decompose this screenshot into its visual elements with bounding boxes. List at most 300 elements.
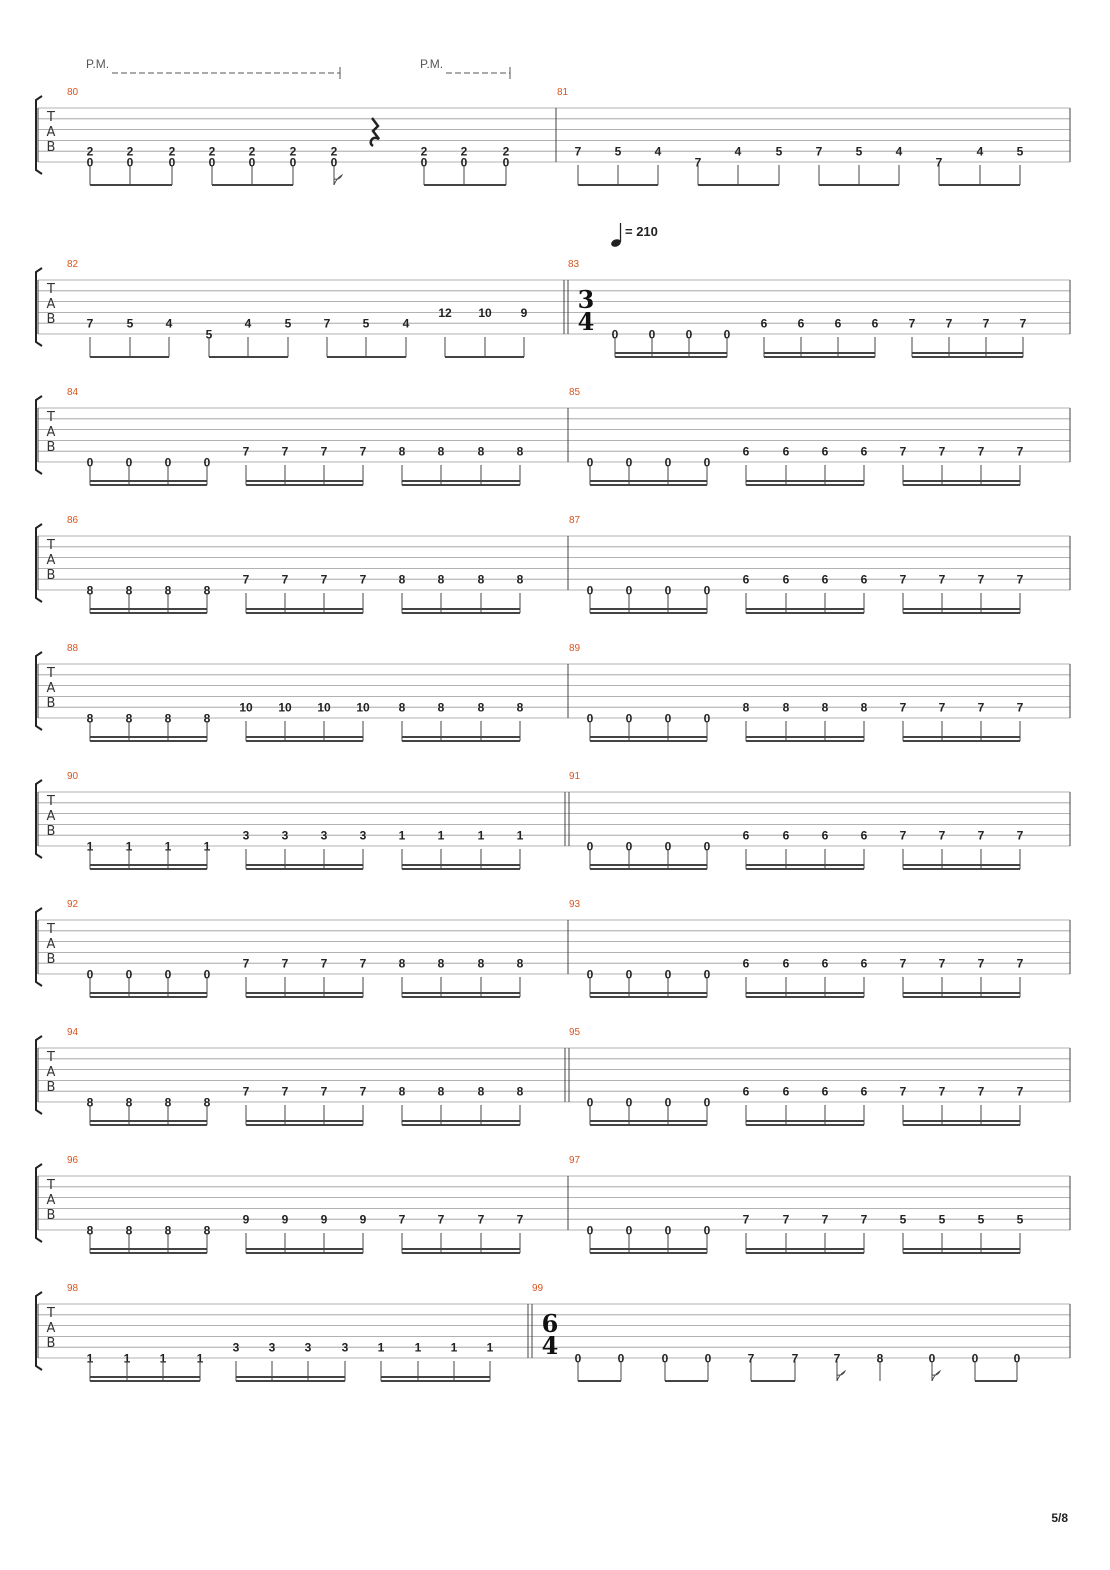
tab-clef-a: A: [46, 125, 56, 140]
tab-clef-t: T: [47, 282, 55, 297]
fret-number: 0: [125, 455, 133, 470]
fret-number: 8: [398, 1084, 406, 1099]
fret-number: 0: [625, 455, 633, 470]
fret-number: 8: [516, 700, 524, 715]
fret-number: 0: [703, 839, 711, 854]
fret-number: 7: [1016, 700, 1024, 715]
tab-clef-b: B: [46, 312, 56, 327]
fret-number: 0: [664, 583, 672, 598]
tab-clef-t: T: [47, 410, 55, 425]
fret-number: 2: [248, 144, 256, 159]
fret-number: 6: [742, 828, 750, 843]
fret-number: 10: [317, 700, 331, 715]
measure-number: 94: [67, 1027, 79, 1038]
fret-number: 0: [86, 155, 94, 170]
fret-number: 0: [586, 1223, 594, 1238]
fret-number: 0: [86, 455, 94, 470]
fret-number: 12: [438, 305, 452, 320]
fret-number: 6: [860, 956, 868, 971]
eighth-flag: [334, 175, 342, 185]
fret-number: 7: [938, 444, 946, 459]
fret-number: 0: [586, 455, 594, 470]
fret-number: 7: [242, 572, 250, 587]
fret-number: 0: [625, 583, 633, 598]
fret-number: 8: [516, 444, 524, 459]
fret-number: 0: [611, 327, 619, 342]
fret-number: 3: [232, 1340, 240, 1355]
fret-number: 1: [203, 839, 211, 854]
fret-number: 7: [359, 572, 367, 587]
fret-number: 8: [477, 572, 485, 587]
fret-number: 7: [977, 828, 985, 843]
fret-number: 8: [164, 583, 172, 598]
fret-number: 7: [242, 1084, 250, 1099]
measure-number: 82: [67, 259, 79, 270]
fret-number: 0: [86, 967, 94, 982]
tab-clef-a: A: [46, 425, 56, 440]
fret-number: 2: [126, 144, 134, 159]
tab-clef-t: T: [47, 1050, 55, 1065]
fret-number: 8: [437, 1084, 445, 1099]
fret-number: 6: [834, 316, 842, 331]
fret-number: 2: [289, 144, 297, 159]
fret-number: 1: [398, 828, 406, 843]
palm-mute-label: P.M.: [420, 57, 444, 71]
fret-number: 8: [398, 956, 406, 971]
fret-number: 0: [664, 967, 672, 982]
fret-number: 7: [1016, 444, 1024, 459]
fret-number: 3: [268, 1340, 276, 1355]
fret-number: 7: [821, 1212, 829, 1227]
fret-number: 1: [159, 1351, 167, 1366]
fret-number: 0: [586, 583, 594, 598]
fret-number: 7: [938, 700, 946, 715]
fret-number: 7: [437, 1212, 445, 1227]
fret-number: 0: [330, 155, 338, 170]
fret-number: 5: [126, 316, 134, 331]
fret-number: 8: [477, 700, 485, 715]
fret-number: 7: [281, 1084, 289, 1099]
fret-number: 8: [398, 572, 406, 587]
fret-number: 9: [281, 1212, 289, 1227]
fret-number: 7: [938, 956, 946, 971]
fret-number: 0: [625, 839, 633, 854]
fret-number: 8: [86, 583, 94, 598]
tab-clef-b: B: [46, 952, 56, 967]
fret-number: 8: [437, 572, 445, 587]
fret-number: 7: [359, 956, 367, 971]
fret-number: 3: [304, 1340, 312, 1355]
fret-number: 7: [833, 1351, 841, 1366]
measure-number: 95: [569, 1027, 581, 1038]
fret-number: 1: [123, 1351, 131, 1366]
fret-number: 10: [239, 700, 253, 715]
fret-number: 0: [703, 1223, 711, 1238]
fret-number: 0: [586, 711, 594, 726]
tab-clef-b: B: [46, 824, 56, 839]
fret-number: 9: [520, 305, 528, 320]
measure-number: 97: [569, 1155, 581, 1166]
fret-number: 8: [516, 956, 524, 971]
fret-number: 7: [86, 316, 94, 331]
tab-clef-a: A: [46, 1193, 56, 1208]
fret-number: 5: [614, 144, 622, 159]
fret-number: 7: [899, 1084, 907, 1099]
fret-number: 7: [977, 444, 985, 459]
measure-number: 86: [67, 515, 79, 526]
fret-number: 5: [977, 1212, 985, 1227]
measure-number: 96: [67, 1155, 79, 1166]
fret-number: 6: [782, 444, 790, 459]
fret-number: 2: [420, 144, 428, 159]
fret-number: 0: [460, 155, 468, 170]
tab-clef-t: T: [47, 794, 55, 809]
fret-number: 0: [208, 155, 216, 170]
fret-number: 8: [203, 711, 211, 726]
fret-number: 1: [377, 1340, 385, 1355]
eighth-flag: [932, 1371, 940, 1381]
fret-number: 0: [203, 967, 211, 982]
fret-number: 6: [860, 572, 868, 587]
fret-number: 8: [477, 1084, 485, 1099]
fret-number: 8: [821, 700, 829, 715]
fret-number: 8: [164, 1223, 172, 1238]
fret-number: 1: [86, 839, 94, 854]
fret-number: 8: [516, 572, 524, 587]
tab-clef-a: A: [46, 297, 56, 312]
fret-number: 8: [398, 700, 406, 715]
fret-number: 0: [617, 1351, 625, 1366]
fret-number: 8: [437, 444, 445, 459]
fret-number: 6: [821, 828, 829, 843]
tab-clef-a: A: [46, 1065, 56, 1080]
fret-number: 7: [1016, 572, 1024, 587]
fret-number: 4: [895, 144, 903, 159]
fret-number: 8: [516, 1084, 524, 1099]
fret-number: 8: [86, 711, 94, 726]
fret-number: 5: [284, 316, 292, 331]
fret-number: 8: [125, 583, 133, 598]
fret-number: 6: [782, 956, 790, 971]
fret-number: 0: [928, 1351, 936, 1366]
fret-number: 0: [586, 839, 594, 854]
fret-number: 1: [437, 828, 445, 843]
fret-number: 2: [460, 144, 468, 159]
fret-number: 7: [860, 1212, 868, 1227]
fret-number: 1: [125, 839, 133, 854]
fret-number: 0: [625, 711, 633, 726]
measure-number: 92: [67, 899, 79, 910]
fret-number: 9: [320, 1212, 328, 1227]
fret-number: 6: [821, 444, 829, 459]
fret-number: 4: [402, 316, 410, 331]
palm-mute-label: P.M.: [86, 57, 110, 71]
fret-number: 2: [502, 144, 510, 159]
fret-number: 7: [977, 956, 985, 971]
fret-number: 8: [437, 956, 445, 971]
quarter-rest: [371, 118, 379, 146]
measure-number: 84: [67, 387, 79, 398]
page-number: 5/8: [1051, 1511, 1068, 1525]
fret-number: 8: [860, 700, 868, 715]
fret-number: 1: [450, 1340, 458, 1355]
time-signature-bottom: 4: [577, 307, 595, 336]
fret-number: 6: [821, 572, 829, 587]
fret-number: 4: [734, 144, 742, 159]
tab-clef-b: B: [46, 696, 56, 711]
tab-clef-t: T: [47, 922, 55, 937]
fret-number: 6: [782, 1084, 790, 1099]
fret-number: 7: [908, 316, 916, 331]
tab-clef-b: B: [46, 1080, 56, 1095]
fret-number: 7: [320, 572, 328, 587]
fret-number: 0: [420, 155, 428, 170]
fret-number: 0: [625, 1095, 633, 1110]
fret-number: 4: [976, 144, 984, 159]
fret-number: 3: [341, 1340, 349, 1355]
fret-number: 6: [742, 572, 750, 587]
fret-number: 0: [125, 967, 133, 982]
fret-number: 6: [821, 956, 829, 971]
fret-number: 7: [899, 700, 907, 715]
fret-number: 0: [248, 155, 256, 170]
fret-number: 2: [86, 144, 94, 159]
fret-number: 1: [196, 1351, 204, 1366]
fret-number: 6: [860, 1084, 868, 1099]
fret-number: 2: [208, 144, 216, 159]
fret-number: 0: [648, 327, 656, 342]
fret-number: 7: [359, 444, 367, 459]
measure-number: 83: [568, 259, 580, 270]
fret-number: 7: [1016, 828, 1024, 843]
fret-number: 1: [414, 1340, 422, 1355]
fret-number: 8: [125, 711, 133, 726]
fret-number: 8: [203, 583, 211, 598]
fret-number: 1: [477, 828, 485, 843]
fret-number: 7: [1016, 1084, 1024, 1099]
fret-number: 0: [289, 155, 297, 170]
fret-number: 0: [1013, 1351, 1021, 1366]
fret-number: 0: [664, 455, 672, 470]
measure-number: 81: [557, 87, 569, 98]
fret-number: 0: [574, 1351, 582, 1366]
time-signature-top: 6: [541, 1309, 559, 1338]
fret-number: 7: [281, 572, 289, 587]
fret-number: 8: [742, 700, 750, 715]
fret-number: 1: [486, 1340, 494, 1355]
fret-number: 6: [860, 828, 868, 843]
fret-number: 7: [935, 155, 943, 170]
fret-number: 9: [359, 1212, 367, 1227]
fret-number: 7: [320, 1084, 328, 1099]
fret-number: 0: [661, 1351, 669, 1366]
fret-number: 1: [164, 839, 172, 854]
fret-number: 7: [899, 956, 907, 971]
measure-number: 85: [569, 387, 581, 398]
measure-number: 87: [569, 515, 581, 526]
fret-number: 0: [723, 327, 731, 342]
fret-number: 3: [242, 828, 250, 843]
fret-number: 2: [168, 144, 176, 159]
fret-number: 7: [242, 956, 250, 971]
measure-number: 99: [532, 1283, 544, 1294]
fret-number: 8: [125, 1095, 133, 1110]
measure-number: 91: [569, 771, 581, 782]
fret-number: 8: [86, 1223, 94, 1238]
fret-number: 9: [242, 1212, 250, 1227]
fret-number: 10: [478, 305, 492, 320]
fret-number: 7: [359, 1084, 367, 1099]
fret-number: 8: [437, 700, 445, 715]
fret-number: 4: [165, 316, 173, 331]
measure-number: 89: [569, 643, 581, 654]
fret-number: 1: [516, 828, 524, 843]
fret-number: 8: [164, 711, 172, 726]
tab-clef-a: A: [46, 809, 56, 824]
fret-number: 0: [703, 967, 711, 982]
fret-number: 7: [791, 1351, 799, 1366]
tab-clef-t: T: [47, 666, 55, 681]
fret-number: 8: [164, 1095, 172, 1110]
fret-number: 5: [205, 327, 213, 342]
fret-number: 10: [278, 700, 292, 715]
fret-number: 1: [86, 1351, 94, 1366]
fret-number: 0: [168, 155, 176, 170]
fret-number: 6: [782, 828, 790, 843]
tab-clef-a: A: [46, 553, 56, 568]
fret-number: 7: [477, 1212, 485, 1227]
fret-number: 8: [477, 956, 485, 971]
fret-number: 0: [704, 1351, 712, 1366]
fret-number: 0: [164, 967, 172, 982]
fret-number: 3: [320, 828, 328, 843]
fret-number: 0: [625, 967, 633, 982]
fret-number: 0: [703, 583, 711, 598]
fret-number: 8: [782, 700, 790, 715]
fret-number: 0: [164, 455, 172, 470]
eighth-flag: [837, 1371, 845, 1381]
fret-number: 7: [977, 700, 985, 715]
fret-number: 7: [945, 316, 953, 331]
fret-number: 0: [625, 1223, 633, 1238]
fret-number: 6: [742, 956, 750, 971]
measure-number: 93: [569, 899, 581, 910]
fret-number: 5: [362, 316, 370, 331]
fret-number: 0: [664, 711, 672, 726]
fret-number: 0: [586, 1095, 594, 1110]
fret-number: 0: [685, 327, 693, 342]
fret-number: 6: [742, 1084, 750, 1099]
fret-number: 6: [782, 572, 790, 587]
fret-number: 4: [244, 316, 252, 331]
fret-number: 7: [694, 155, 702, 170]
fret-number: 7: [398, 1212, 406, 1227]
tab-clef-a: A: [46, 1321, 56, 1336]
fret-number: 6: [860, 444, 868, 459]
fret-number: 5: [855, 144, 863, 159]
fret-number: 6: [871, 316, 879, 331]
fret-number: 0: [971, 1351, 979, 1366]
tab-clef-t: T: [47, 1178, 55, 1193]
fret-number: 0: [703, 455, 711, 470]
fret-number: 0: [664, 1223, 672, 1238]
fret-number: 8: [203, 1095, 211, 1110]
fret-number: 8: [125, 1223, 133, 1238]
fret-number: 7: [899, 572, 907, 587]
tab-clef-t: T: [47, 1306, 55, 1321]
time-signature-bottom: 4: [541, 1331, 559, 1360]
tab-clef-t: T: [47, 110, 55, 125]
fret-number: 0: [203, 455, 211, 470]
tab-clef-a: A: [46, 681, 56, 696]
fret-number: 7: [574, 144, 582, 159]
fret-number: 7: [323, 316, 331, 331]
fret-number: 7: [516, 1212, 524, 1227]
fret-number: 5: [899, 1212, 907, 1227]
fret-number: 7: [982, 316, 990, 331]
fret-number: 3: [281, 828, 289, 843]
fret-number: 5: [775, 144, 783, 159]
fret-number: 5: [1016, 144, 1024, 159]
fret-number: 3: [359, 828, 367, 843]
fret-number: 7: [320, 956, 328, 971]
fret-number: 7: [281, 956, 289, 971]
tab-clef-b: B: [46, 568, 56, 583]
measure-number: 80: [67, 87, 79, 98]
fret-number: 0: [664, 839, 672, 854]
fret-number: 7: [899, 828, 907, 843]
fret-number: 0: [703, 711, 711, 726]
fret-number: 0: [664, 1095, 672, 1110]
measure-number: 98: [67, 1283, 79, 1294]
tab-clef-b: B: [46, 1208, 56, 1223]
fret-number: 6: [797, 316, 805, 331]
tab-clef-b: B: [46, 440, 56, 455]
measure-number: 90: [67, 771, 79, 782]
fret-number: 7: [320, 444, 328, 459]
fret-number: 7: [938, 572, 946, 587]
fret-number: 0: [126, 155, 134, 170]
fret-number: 7: [815, 144, 823, 159]
fret-number: 7: [938, 828, 946, 843]
tab-clef-b: B: [46, 1336, 56, 1351]
fret-number: 4: [654, 144, 662, 159]
fret-number: 7: [747, 1351, 755, 1366]
fret-number: 7: [1016, 956, 1024, 971]
fret-number: 0: [703, 1095, 711, 1110]
fret-number: 7: [742, 1212, 750, 1227]
fret-number: 0: [502, 155, 510, 170]
fret-number: 10: [356, 700, 370, 715]
fret-number: 7: [977, 1084, 985, 1099]
measure-number: 88: [67, 643, 79, 654]
fret-number: 7: [1019, 316, 1027, 331]
fret-number: 0: [586, 967, 594, 982]
fret-number: 8: [86, 1095, 94, 1110]
fret-number: 6: [742, 444, 750, 459]
fret-number: 5: [938, 1212, 946, 1227]
fret-number: 5: [1016, 1212, 1024, 1227]
fret-number: 7: [782, 1212, 790, 1227]
fret-number: 6: [821, 1084, 829, 1099]
fret-number: 7: [281, 444, 289, 459]
fret-number: 8: [203, 1223, 211, 1238]
fret-number: 8: [477, 444, 485, 459]
tab-clef-t: T: [47, 538, 55, 553]
tab-clef-a: A: [46, 937, 56, 952]
tempo-marking: = 210: [625, 224, 658, 239]
fret-number: 8: [876, 1351, 884, 1366]
